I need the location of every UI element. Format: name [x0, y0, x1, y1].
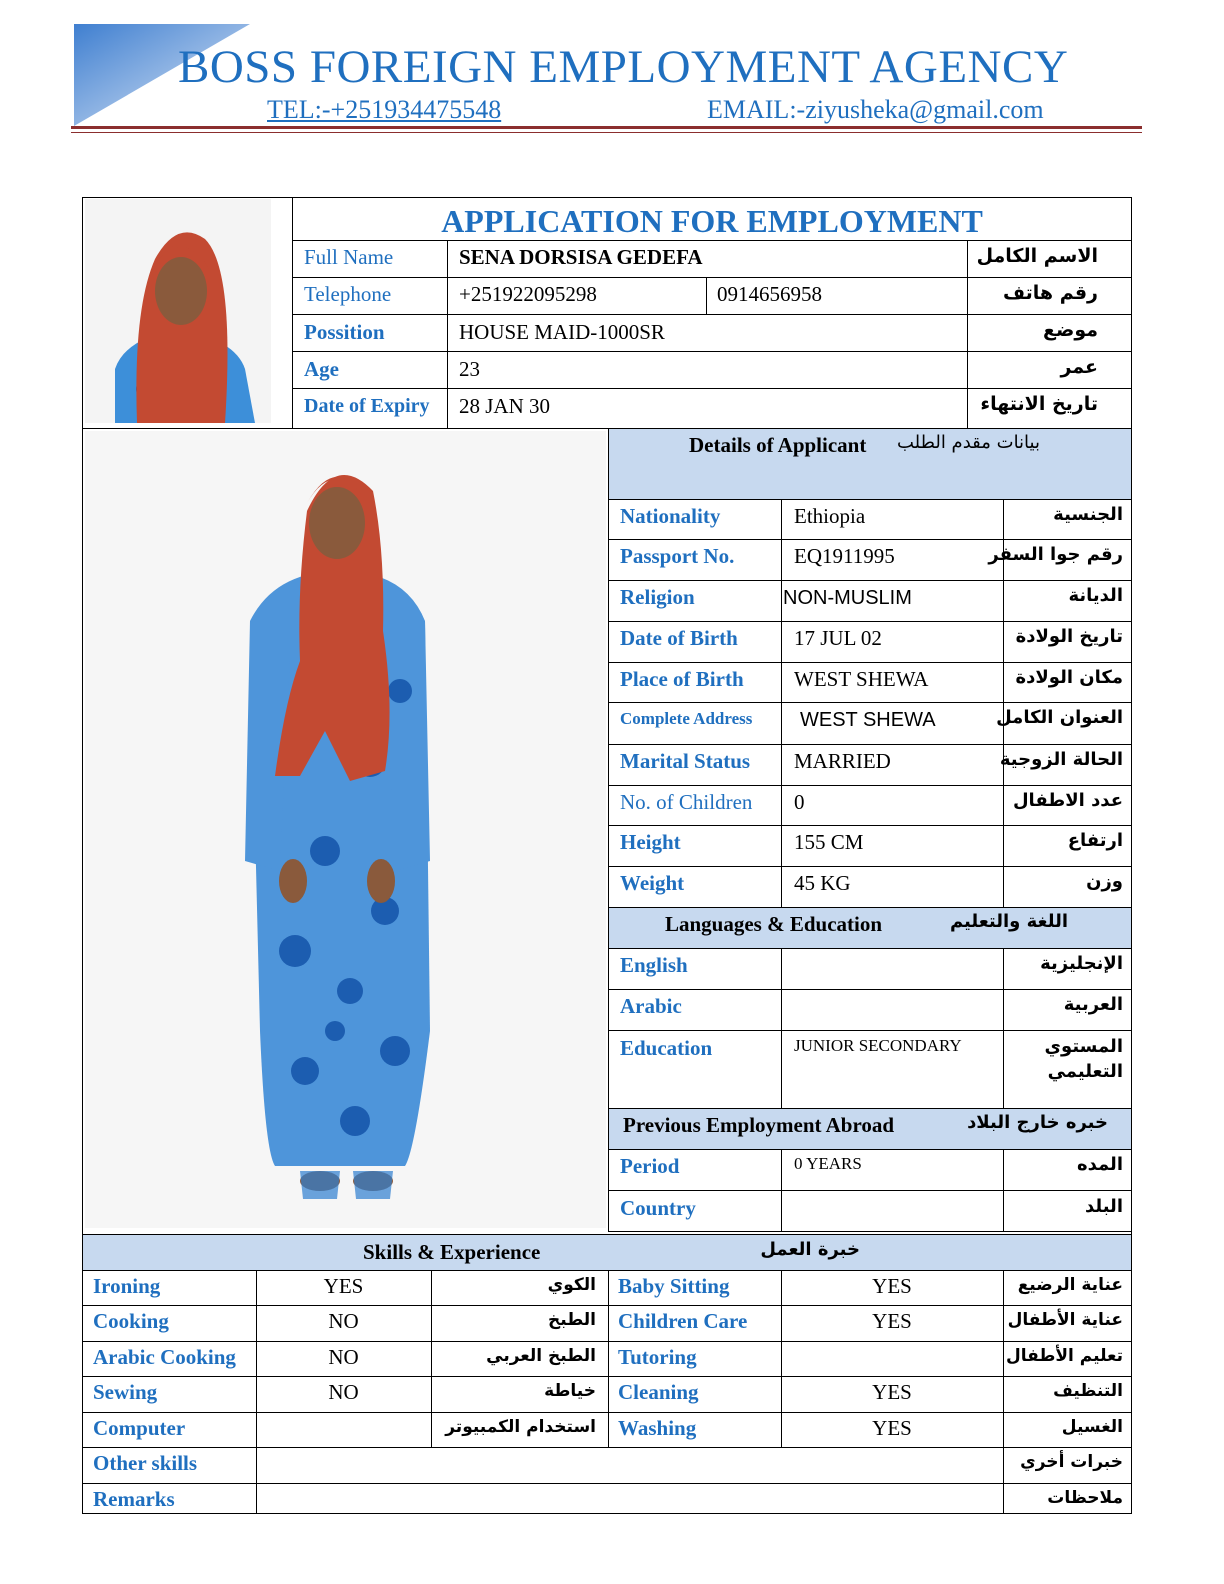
skill-baby-sitting-value: YES: [872, 1274, 912, 1298]
expiry-value: 28 JAN 30: [459, 394, 551, 418]
languages-heading: Languages & Education: [665, 912, 883, 936]
skills-heading-arabic: خبرة العمل: [760, 1239, 860, 1260]
form-title: APPLICATION FOR EMPLOYMENT: [441, 203, 983, 239]
skill-arabic-cooking-value: NO: [328, 1345, 359, 1369]
skill-ironing-label: Ironing: [93, 1274, 161, 1298]
skill-washing-value: YES: [872, 1416, 912, 1440]
dob-arabic-label: تاريخ الولادة: [1015, 626, 1123, 647]
full-name-label: Full Name: [304, 245, 394, 269]
telephone-arabic-label: رقم هاتف: [1003, 282, 1098, 304]
skill-cooking-label: Cooking: [93, 1309, 169, 1333]
religion-label: Religion: [620, 585, 695, 609]
passport-arabic-label: رقم جوا السفر: [988, 544, 1123, 565]
skill-sewing-arabic: خياطة: [544, 1381, 596, 1401]
weight-value: 45 KG: [794, 871, 851, 895]
languages-heading-arabic: اللغة والتعليم: [949, 911, 1068, 932]
skill-sewing-label: Sewing: [93, 1380, 158, 1404]
skill-children-care-arabic: عناية الأطفال: [1007, 1310, 1123, 1330]
passport-label: Passport No.: [620, 544, 735, 568]
skill-baby-sitting-label: Baby Sitting: [618, 1274, 730, 1298]
skill-cleaning-arabic: التنظيف: [1053, 1381, 1123, 1401]
age-label: Age: [304, 357, 339, 381]
place-of-birth-arabic-label: مكان الولادة: [1015, 667, 1123, 688]
height-arabic-label: ارتفاع: [1067, 830, 1123, 851]
expiry-label: Date of Expiry: [304, 395, 430, 417]
height-label: Height: [620, 830, 681, 854]
nationality-arabic-label: الجنسية: [1053, 504, 1123, 525]
arabic-arabic-label: العربية: [1063, 994, 1123, 1015]
place-of-birth-label: Place of Birth: [620, 667, 744, 691]
skill-arabic-cooking-arabic: الطبخ العربي: [486, 1346, 596, 1366]
remarks-arabic: ملاحظات: [1047, 1488, 1123, 1508]
header-divider: [71, 126, 1142, 129]
marital-status-arabic-label: الحالة الزوجية: [999, 749, 1123, 770]
agency-email[interactable]: EMAIL:-ziyusheka@gmail.com: [707, 95, 1044, 124]
skill-computer-label: Computer: [93, 1416, 186, 1440]
country-arabic-label: البلد: [1084, 1196, 1123, 1217]
passport-value: EQ1911995: [794, 544, 895, 568]
applicant-full-body-photo: [85, 431, 606, 1228]
country-label: Country: [620, 1196, 696, 1220]
address-arabic-label: العنوان الكامل: [996, 707, 1123, 728]
religion-value: NON-MUSLIM: [783, 587, 912, 609]
other-skills-label: Other skills: [93, 1451, 198, 1475]
english-label: English: [620, 953, 688, 977]
age-value: 23: [459, 357, 480, 381]
skills-heading: Skills & Experience: [363, 1240, 541, 1264]
skill-cooking-value: NO: [328, 1309, 359, 1333]
skill-washing-label: Washing: [618, 1416, 697, 1440]
skill-arabic-cooking-label: Arabic Cooking: [93, 1345, 236, 1369]
arabic-label: Arabic: [620, 994, 682, 1018]
period-value: 0 YEARS: [794, 1154, 862, 1173]
position-label: Possition: [304, 320, 385, 344]
education-arabic-label-2: التعليمي: [1047, 1061, 1123, 1082]
education-arabic-label: المستوي: [1044, 1036, 1123, 1057]
education-value: JUNIOR SECONDARY: [794, 1036, 962, 1055]
address-label: Complete Address: [620, 709, 753, 728]
period-arabic-label: المده: [1076, 1154, 1123, 1175]
address-value: WEST SHEWA: [800, 709, 936, 731]
other-skills-arabic: خبرات أخري: [1020, 1452, 1123, 1472]
weight-label: Weight: [620, 871, 685, 895]
skill-baby-sitting-arabic: عناية الرضيع: [1017, 1275, 1123, 1295]
details-heading-bg: [609, 428, 1131, 500]
children-value: 0: [794, 790, 805, 814]
weight-arabic-label: وزن: [1086, 871, 1123, 892]
children-arabic-label: عدد الاطفال: [1012, 790, 1123, 811]
religion-arabic-label: الديانة: [1068, 585, 1123, 606]
agency-name: BOSS FOREIGN EMPLOYMENT AGENCY: [178, 41, 1069, 93]
english-arabic-label: الإنجليزية: [1040, 953, 1123, 974]
skill-ironing-value: YES: [323, 1274, 364, 1298]
skill-cleaning-value: YES: [872, 1380, 912, 1404]
skill-sewing-value: NO: [328, 1380, 359, 1404]
telephone-label: Telephone: [304, 282, 392, 306]
skill-cooking-arabic: الطبخ: [548, 1310, 596, 1330]
previous-heading-arabic: خبره خارج البلاد: [967, 1112, 1108, 1133]
telephone-value-1: +251922095298: [459, 282, 597, 306]
telephone-value-2: 0914656958: [717, 282, 822, 306]
education-label: Education: [620, 1036, 713, 1060]
nationality-value: Ethiopia: [794, 504, 866, 528]
dob-value: 17 JUL 02: [794, 626, 882, 650]
previous-heading: Previous Employment Abroad: [623, 1113, 895, 1137]
remarks-label: Remarks: [93, 1487, 175, 1511]
position-value: HOUSE MAID-1000SR: [459, 320, 665, 344]
full-name-value: SENA DORSISA GEDEFA: [459, 245, 703, 269]
skills-heading-bg: [83, 1234, 1132, 1270]
height-value: 155 CM: [794, 830, 864, 854]
full-name-arabic-label: الاسم الكامل: [976, 245, 1098, 267]
marital-status-label: Marital Status: [620, 749, 751, 773]
place-of-birth-value: WEST SHEWA: [794, 667, 929, 691]
position-arabic-label: موضع: [1042, 319, 1098, 341]
applicant-portrait-photo: [85, 199, 271, 423]
age-arabic-label: عمر: [1060, 356, 1098, 378]
skill-tutoring-label: Tutoring: [618, 1345, 697, 1369]
expiry-arabic-label: تاريخ الانتهاء: [980, 393, 1098, 415]
details-heading-arabic: بيانات مقدم الطلب: [896, 432, 1040, 453]
agency-telephone[interactable]: TEL:-+251934475548: [267, 95, 502, 124]
skill-computer-arabic: استخدام الكمبيوتر: [445, 1417, 596, 1437]
dob-label: Date of Birth: [620, 626, 738, 650]
skill-ironing-arabic: الكوي: [547, 1275, 596, 1295]
children-label: No. of Children: [620, 790, 753, 814]
skill-tutoring-arabic: تعليم الأطفال: [1006, 1346, 1123, 1366]
nationality-label: Nationality: [620, 504, 721, 528]
details-heading: Details of Applicant: [689, 433, 867, 457]
skill-children-care-label: Children Care: [618, 1309, 748, 1333]
period-label: Period: [620, 1154, 680, 1178]
skill-cleaning-label: Cleaning: [618, 1380, 699, 1404]
marital-status-value: MARRIED: [794, 749, 891, 773]
skill-children-care-value: YES: [872, 1309, 912, 1333]
header-divider-thin: [71, 132, 1142, 133]
skill-washing-arabic: الغسيل: [1061, 1417, 1123, 1437]
